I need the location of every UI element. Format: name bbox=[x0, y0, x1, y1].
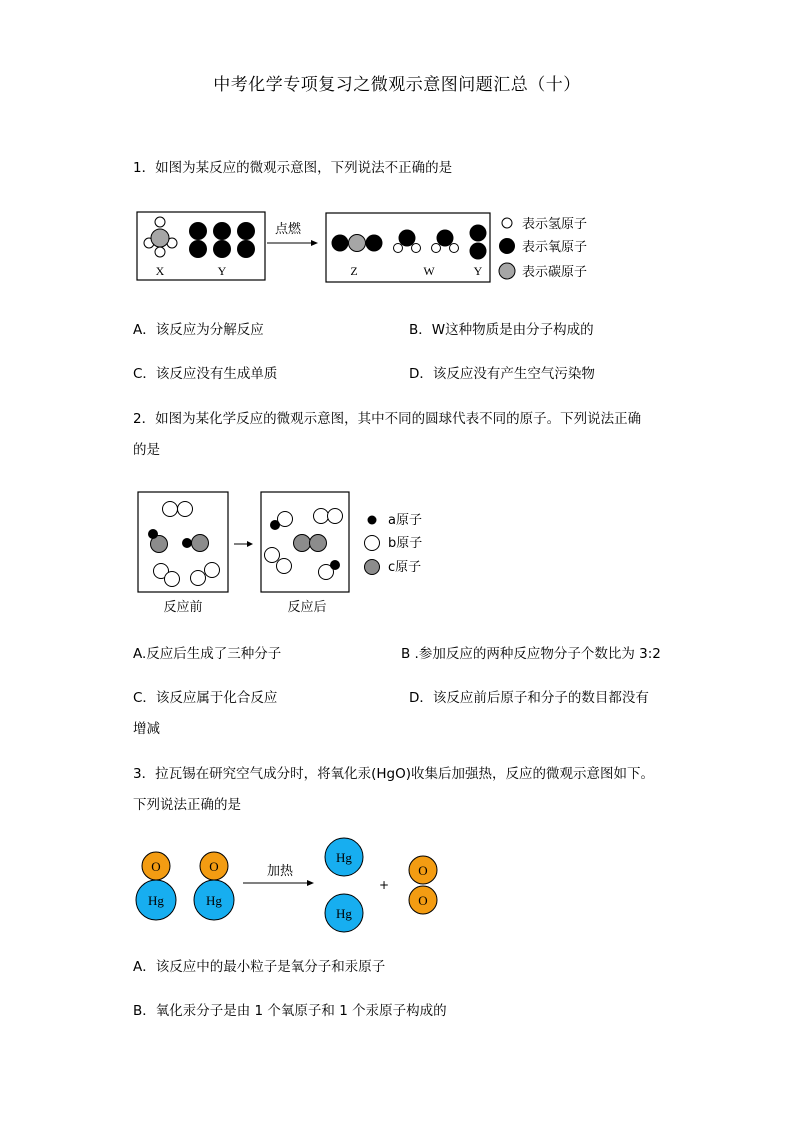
q3-hgo-molecule-2 bbox=[194, 852, 234, 920]
q1-molecules-w bbox=[394, 230, 459, 253]
q1-condition: 点燃 bbox=[274, 222, 302, 237]
q2-before-label: 反应前 bbox=[163, 600, 203, 615]
svg-text:O: O bbox=[418, 893, 428, 908]
q2-option-d-line1[interactable]: D．该反应前后原子和分子的数目都没有 bbox=[409, 690, 649, 706]
svg-text:O: O bbox=[151, 859, 161, 874]
q2-legend bbox=[365, 513, 423, 575]
svg-text:Hg: Hg bbox=[336, 906, 352, 921]
svg-text:O: O bbox=[418, 863, 428, 878]
q1-label-z: Z bbox=[350, 264, 358, 278]
q2-before-molecules bbox=[149, 502, 220, 587]
q3-hgo-molecule-1 bbox=[136, 852, 176, 920]
q2-after-label: 反应后 bbox=[287, 600, 327, 615]
q2-legend-c: c原子 bbox=[388, 560, 422, 575]
q1-label-w: W bbox=[423, 264, 435, 278]
q2-legend-b: b原子 bbox=[388, 536, 423, 551]
q3-stem-line2: 下列说法正确的是 bbox=[133, 797, 241, 813]
q2-stem-line2: 的是 bbox=[133, 442, 160, 458]
svg-text:Hg: Hg bbox=[206, 893, 222, 908]
q1-stem: 1．如图为某反应的微观示意图，下列说法不正确的是 bbox=[133, 160, 453, 176]
q1-option-c[interactable]: C．该反应没有生成单质 bbox=[133, 366, 278, 382]
q3-stem-line1: 3．拉瓦锡在研究空气成分时，将氧化汞(HgO)收集后加强热，反应的微观示意图如下。 bbox=[133, 766, 654, 782]
q1-molecule-z bbox=[332, 235, 383, 252]
svg-text:Hg: Hg bbox=[336, 850, 352, 865]
q2-option-b[interactable]: B .参加反应的两种反应物分子个数比为 3:2 bbox=[401, 646, 661, 662]
q2-stem-line1: 2．如图为某化学反应的微观示意图，其中不同的圆球代表不同的原子。下列说法正确 bbox=[133, 411, 642, 427]
q3-option-a[interactable]: A．该反应中的最小粒子是氧分子和汞原子 bbox=[133, 959, 386, 975]
page-title: 中考化学专项复习之微观示意图问题汇总（十） bbox=[213, 75, 581, 95]
q1-option-d[interactable]: D．该反应没有产生空气污染物 bbox=[409, 366, 595, 382]
q1-molecules-y bbox=[189, 222, 255, 258]
q1-legend-carbon: 表示碳原子 bbox=[522, 265, 588, 280]
q2-option-c[interactable]: C．该反应属于化合反应 bbox=[133, 690, 278, 706]
q3-option-b[interactable]: B．氧化汞分子是由 1 个氧原子和 1 个汞原子构成的 bbox=[133, 1003, 447, 1019]
q2-option-d-line2[interactable]: 增减 bbox=[133, 721, 160, 737]
svg-text:Hg: Hg bbox=[148, 893, 164, 908]
q1-label-x: X bbox=[155, 264, 165, 278]
q2-diagram bbox=[130, 485, 440, 620]
q1-option-a[interactable]: A．该反应为分解反应 bbox=[133, 322, 264, 338]
q1-legend-oxygen: 表示氧原子 bbox=[522, 240, 588, 255]
q3-plus: + bbox=[378, 878, 390, 892]
q1-label-y: Y bbox=[217, 264, 227, 278]
q3-hg-atoms bbox=[325, 838, 363, 932]
q3-diagram bbox=[130, 835, 460, 935]
q2-legend-a: a原子 bbox=[388, 513, 422, 528]
q1-option-b[interactable]: B．W这种物质是由分子构成的 bbox=[409, 322, 594, 338]
q1-molecule-y-remaining bbox=[470, 225, 487, 260]
q1-molecule-x bbox=[144, 217, 177, 257]
q2-option-a[interactable]: A.反应后生成了三种分子 bbox=[133, 646, 282, 662]
q1-diagram bbox=[130, 205, 630, 287]
q1-label-y2: Y bbox=[473, 264, 483, 278]
q1-legend-hydrogen: 表示氢原子 bbox=[522, 217, 588, 232]
q3-condition: 加热 bbox=[266, 864, 294, 879]
q2-after-molecules bbox=[265, 509, 343, 580]
q1-legend bbox=[499, 217, 587, 280]
q3-o2-molecule bbox=[409, 856, 437, 914]
svg-text:O: O bbox=[209, 859, 219, 874]
